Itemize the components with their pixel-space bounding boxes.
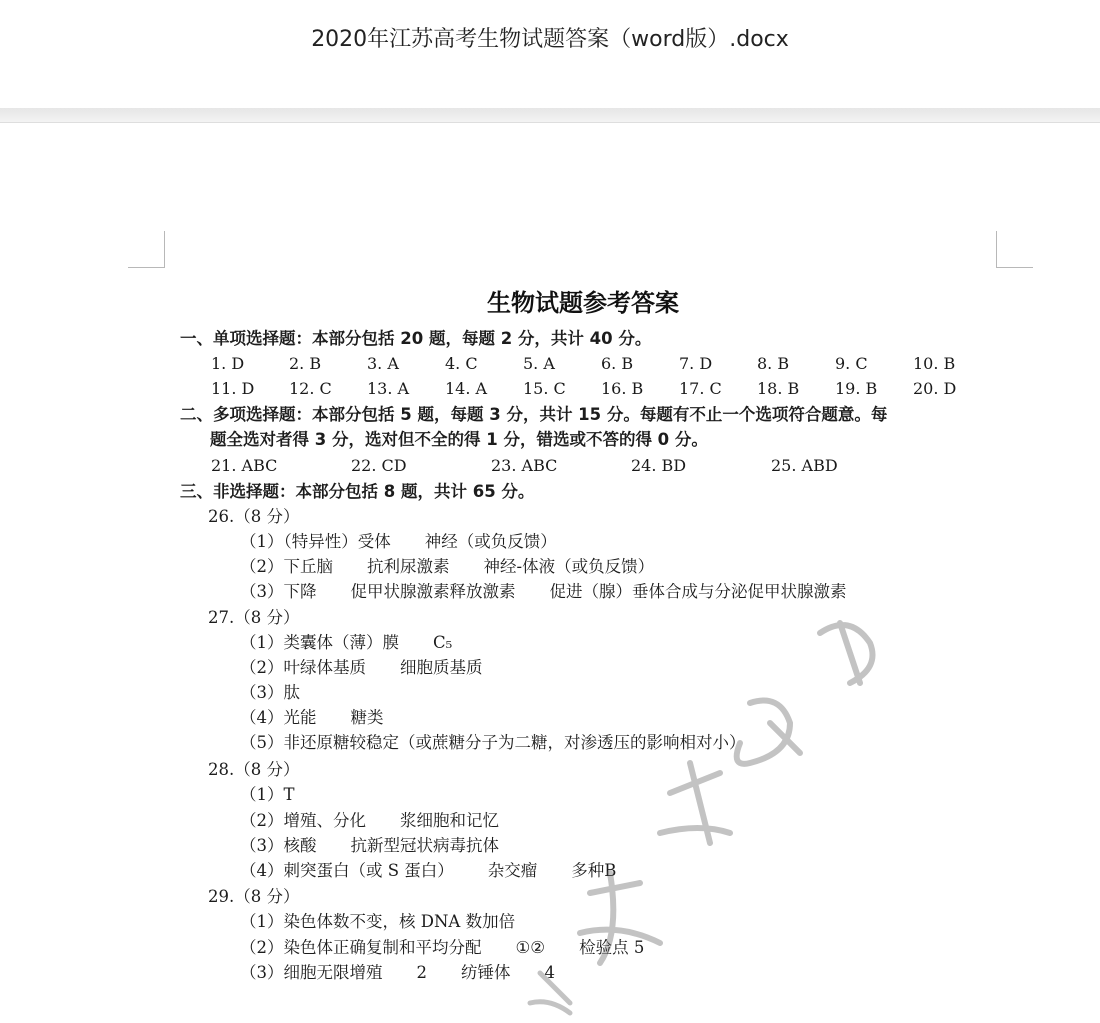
answer-cell: 22. CD xyxy=(351,456,407,475)
q27-answer-5: （5）非还原糖较稳定（或蔗糖分子为二糖，对渗透压的影响相对小） xyxy=(240,733,746,752)
q26-answer-1 xyxy=(240,530,557,554)
viewer-divider xyxy=(0,108,1100,123)
answer-cell: 1. D xyxy=(211,354,245,373)
watermark-graphic xyxy=(520,593,940,1023)
q26-a3c: 促进（腺）垂体合成与分泌促甲状腺激素 xyxy=(549,582,847,601)
answer-cell: 21. ABC xyxy=(211,456,278,475)
answer-cell: 19. B xyxy=(835,379,878,398)
q27-a4b: 糖类 xyxy=(350,708,384,727)
document-page[interactable] xyxy=(0,123,1100,990)
q27-heading: 27.（8 分） xyxy=(208,608,300,627)
q29-a3d: 4 xyxy=(544,963,555,982)
q29-answer-1: （1）染色体数不变，核 DNA 数加倍 xyxy=(240,912,516,931)
answer-cell: 8. B xyxy=(757,354,790,373)
answer-cell: 3. A xyxy=(367,354,399,373)
q27-a2b: 细胞质基质 xyxy=(400,658,483,677)
document-header xyxy=(0,0,1100,76)
q26-a2: （2）下丘脑 xyxy=(240,557,333,576)
answer-cell: 20. D xyxy=(913,379,957,398)
answer-cell: 23. ABC xyxy=(491,456,558,475)
answer-cell: 17. C xyxy=(679,379,722,398)
q26-a1: （1）（特异性）受体 xyxy=(240,532,391,551)
answer-cell: 18. B xyxy=(757,379,800,398)
q29-a3b: 2 xyxy=(416,963,427,982)
answer-cell: 15. C xyxy=(523,379,566,398)
q26-a2c: 神经-体液（或负反馈） xyxy=(483,557,655,576)
q29-a2: （2）染色体正确复制和平均分配 xyxy=(240,938,482,957)
section-2-title-line1: 二、多项选择题：本部分包括 5 题，每题 3 分，共计 15 分。每题有不止一个选项符合题意。每 xyxy=(180,405,888,424)
answer-cell: 12. C xyxy=(289,379,332,398)
q28-a3: （3）核酸 xyxy=(240,836,317,855)
q28-a4: （4）刺突蛋白（或 S 蛋白） xyxy=(240,861,454,880)
section-1-title: 一、单项选择题：本部分包括 20 题，每题 2 分，共计 40 分。 xyxy=(180,329,652,348)
margin-corner-right xyxy=(996,231,1033,268)
answer-cell: 2. B xyxy=(289,354,322,373)
answer-cell: 13. A xyxy=(367,379,410,398)
q28-a2: （2）增殖、分化 xyxy=(240,811,366,830)
q29-a2b: ①② xyxy=(515,938,546,957)
q28-a4c: 多种B xyxy=(571,861,617,880)
q27-a4: （4）光能 xyxy=(240,708,317,727)
q27-answer-3: （3）肽 xyxy=(240,683,300,702)
q27-answer-2 xyxy=(240,656,483,680)
q26-a3: （3）下降 xyxy=(240,582,317,601)
q26-a1b: 神经（或负反馈） xyxy=(424,532,557,551)
q28-answer-1: （1）T xyxy=(240,785,295,804)
section-3-title: 三、非选择题：本部分包括 8 题，共计 65 分。 xyxy=(180,482,535,501)
q28-heading: 28.（8 分） xyxy=(208,760,300,779)
margin-corner-left xyxy=(128,231,165,268)
q28-a4b: 杂交瘤 xyxy=(487,861,538,880)
q29-answer-3 xyxy=(240,961,555,985)
q27-a1: （1）类囊体（薄）膜 xyxy=(240,633,399,652)
q27-answer-1 xyxy=(240,631,452,655)
answer-cell: 24. BD xyxy=(631,456,687,475)
answer-cell: 25. ABD xyxy=(771,456,838,475)
q28-a2b: 浆细胞和记忆 xyxy=(400,811,499,830)
q29-a3c: 纺锤体 xyxy=(461,963,511,982)
answer-cell: 7. D xyxy=(679,354,713,373)
q29-a3: （3）细胞无限增殖 xyxy=(240,963,383,982)
answer-cell: 16. B xyxy=(601,379,644,398)
section-2-title-line2: 题全选对者得 3 分，选对但不全的得 1 分，错选或不答的得 0 分。 xyxy=(210,430,708,449)
q29-heading: 29.（8 分） xyxy=(208,887,300,906)
q27-a1b: C₅ xyxy=(433,633,453,652)
q26-answer-2 xyxy=(240,555,654,579)
q28-answer-2 xyxy=(240,809,499,833)
answer-cell: 9. C xyxy=(835,354,868,373)
q26-heading: 26.（8 分） xyxy=(208,507,300,526)
answer-cell: 10. B xyxy=(913,354,956,373)
q27-a2: （2）叶绿体基质 xyxy=(240,658,366,677)
answer-sheet-heading: 生物试题参考答案 xyxy=(487,289,679,317)
q29-a2c: 检验点 5 xyxy=(579,938,645,957)
answer-cell: 6. B xyxy=(601,354,634,373)
answer-cell: 5. A xyxy=(523,354,555,373)
answer-cell: 11. D xyxy=(211,379,255,398)
q26-a3b: 促甲状腺激素释放激素 xyxy=(350,582,516,601)
answer-cell: 14. A xyxy=(445,379,488,398)
q27-answer-4 xyxy=(240,706,384,730)
q28-a3b: 抗新型冠状病毒抗体 xyxy=(350,836,499,855)
document-title: 2020年江苏高考生物试题答案（word版）.docx xyxy=(311,27,789,52)
q26-a2b: 抗利尿激素 xyxy=(367,557,450,576)
answer-cell: 4. C xyxy=(445,354,478,373)
q28-answer-3 xyxy=(240,834,499,858)
